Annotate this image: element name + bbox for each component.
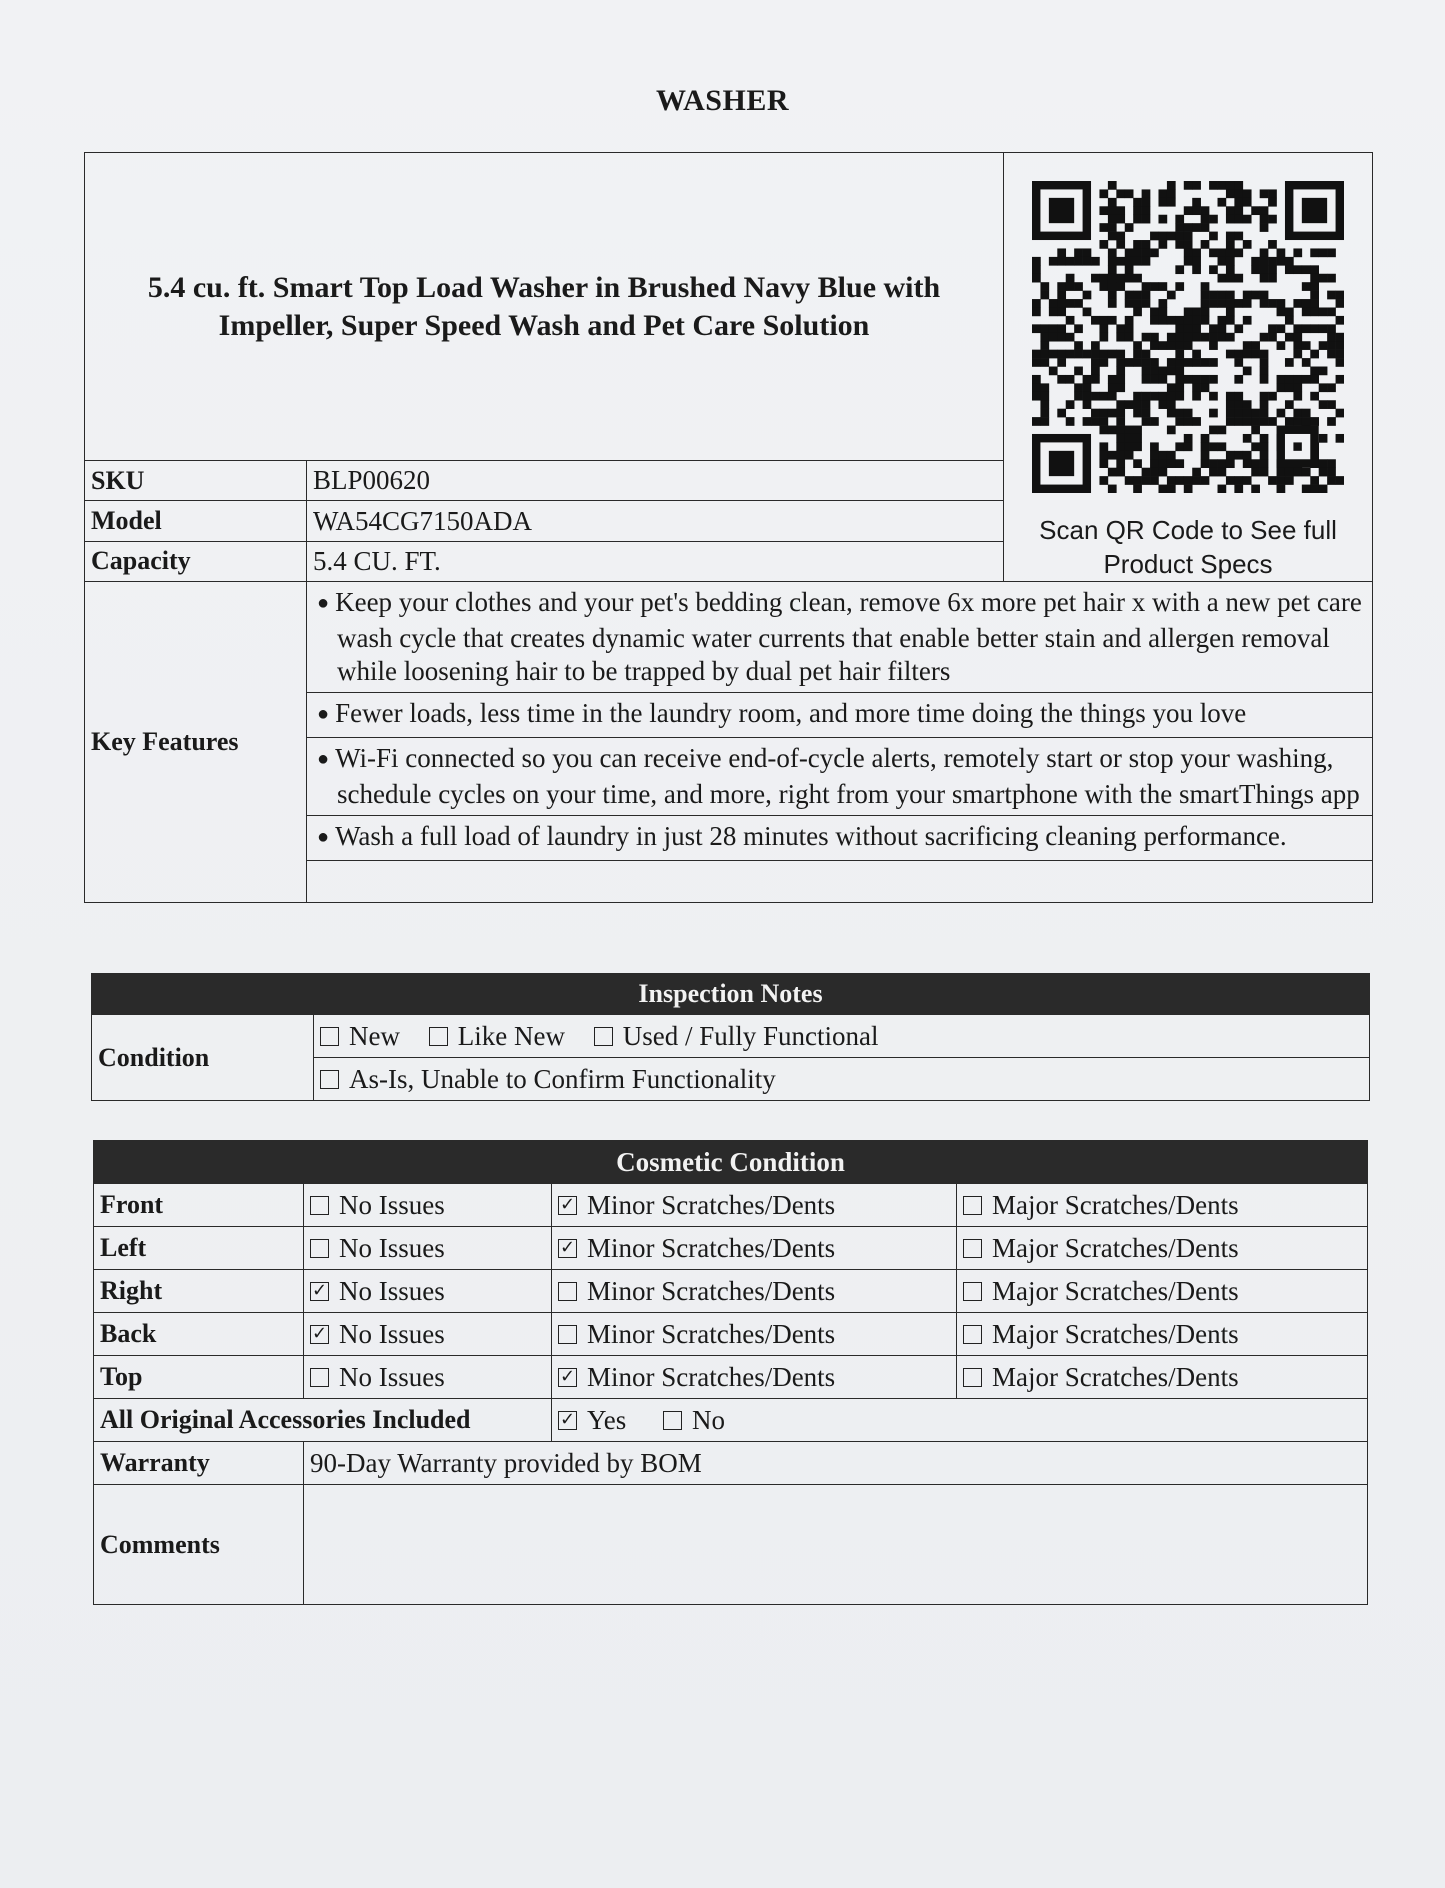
cosmetic-option-cell[interactable] [304,1356,552,1399]
condition-option-like-new[interactable] [429,1021,565,1051]
cosmetic-row-label: Back [94,1313,304,1356]
option-label: Used / Fully Functional [622,1020,879,1051]
option-label: Major Scratches/Dents [992,1361,1239,1392]
checked-checkbox-icon: ✓ [311,1322,328,1344]
qr-caption [1010,513,1366,581]
option-label: No Issues [339,1361,445,1392]
option-label: As-Is, Unable to Confirm Functionality [349,1063,776,1094]
cosmetic-option-cell[interactable] [957,1227,1368,1270]
option-label: Minor Scratches/Dents [587,1232,836,1263]
bullet-icon: ● [317,703,330,725]
cosmetic-row-back [94,1313,1368,1356]
cosmetic-row-top [94,1356,1368,1399]
checked-checkbox-icon: ✓ [311,1279,328,1301]
option-label: Yes [587,1404,627,1435]
accessories-label: All Original Accessories Included [94,1399,552,1442]
inspection-table [91,973,1370,1101]
product-title [85,153,1004,461]
model-label: Model [85,501,307,541]
cosmetic-row-front [94,1184,1368,1227]
warranty-value: 90-Day Warranty provided by BOM [304,1442,1368,1485]
condition-options-row2 [314,1058,1370,1101]
feature-text: Keep your clothes and your pet's bedding clean, remove 6x more pet hair x with a new pet care wash cycle that creates dynamic water currents that enable better stain and allergen removal while loosening hair to be trapped by dual pet hair filters [335,587,1362,686]
cosmetic-option-cell[interactable] [957,1184,1368,1227]
bullet-icon: ● [317,592,330,614]
feature-text: Wi-Fi connected so you can receive end-of-cycle alerts, remotely start or stop your washing, schedule cycles on your time, and more, right from your smartphone with the smartThings app [335,743,1360,809]
option-label: No Issues [339,1275,445,1306]
cosmetic-option-cell[interactable] [552,1313,957,1356]
accessories-yes[interactable] [558,1405,626,1435]
option-label: No Issues [339,1318,445,1349]
sku-value: BLP00620 [307,461,1004,501]
cosmetic-table [93,1140,1368,1605]
cosmetic-row-label: Right [94,1270,304,1313]
cosmetic-row-label: Top [94,1356,304,1399]
condition-option-new[interactable] [320,1021,400,1051]
condition-option-as-is[interactable] [320,1064,776,1094]
option-label: No Issues [339,1232,445,1263]
checkbox-icon [963,1239,982,1258]
option-label: No Issues [339,1189,445,1220]
option-label: Minor Scratches/Dents [587,1361,836,1392]
qr-cell [1004,153,1373,582]
option-label: New [349,1020,400,1051]
cosmetic-option-cell[interactable] [552,1227,957,1270]
option-label: Major Scratches/Dents [992,1232,1239,1263]
checked-checkbox-icon: ✓ [559,1236,576,1258]
cosmetic-option-cell[interactable] [552,1184,957,1227]
cosmetic-row-right [94,1270,1368,1313]
feature-item [307,738,1373,816]
feature-text: Wash a full load of laundry in just 28 minutes without sacrificing cleaning performance. [335,821,1287,851]
checkbox-icon [558,1325,577,1344]
checkbox-icon [558,1282,577,1301]
sku-label: SKU [85,461,307,501]
comments-field[interactable] [304,1485,1368,1605]
cosmetic-option-cell[interactable] [552,1356,957,1399]
feature-item [307,693,1373,738]
document-title: WASHER [655,84,790,117]
cosmetic-option-cell[interactable] [304,1270,552,1313]
cosmetic-option-cell[interactable] [304,1184,552,1227]
cosmetic-header: Cosmetic Condition [94,1141,1368,1184]
capacity-label: Capacity [85,541,307,581]
option-label: No [692,1404,726,1435]
accessories-options [552,1399,1368,1442]
condition-options-row1 [314,1015,1370,1058]
warranty-label: Warranty [94,1442,304,1485]
cosmetic-row-label: Left [94,1227,304,1270]
checkbox-icon [963,1282,982,1301]
qr-caption-line2: Product Specs [1103,549,1273,579]
qr-code-icon[interactable] [1032,181,1344,493]
checkbox-icon [963,1196,982,1215]
checked-checkbox-icon: ✓ [559,1365,576,1387]
product-table [84,152,1373,903]
option-label: Minor Scratches/Dents [587,1189,836,1220]
option-label: Major Scratches/Dents [992,1275,1239,1306]
feature-item [307,582,1373,693]
bullet-icon: ● [317,826,330,848]
cosmetic-option-cell[interactable] [552,1270,957,1313]
checkbox-icon [320,1027,339,1046]
cosmetic-row-label: Front [94,1184,304,1227]
model-value: WA54CG7150ADA [307,501,1004,541]
inspection-header: Inspection Notes [92,974,1370,1015]
cosmetic-option-cell[interactable] [957,1356,1368,1399]
cosmetic-option-cell[interactable] [304,1313,552,1356]
option-label: Major Scratches/Dents [992,1189,1239,1220]
capacity-value: 5.4 CU. FT. [307,541,1004,581]
key-features-label: Key Features [85,582,307,903]
checkbox-icon [310,1368,329,1387]
checked-checkbox-icon: ✓ [559,1408,576,1430]
option-label: Major Scratches/Dents [992,1318,1239,1349]
comments-label: Comments [94,1485,304,1605]
cosmetic-option-cell[interactable] [957,1313,1368,1356]
option-label: Like New [457,1020,565,1051]
checkbox-icon [320,1070,339,1089]
checked-checkbox-icon: ✓ [559,1193,576,1215]
option-label: Minor Scratches/Dents [587,1318,836,1349]
condition-option-used[interactable] [594,1021,879,1051]
checkbox-icon [963,1368,982,1387]
feature-empty-row [307,861,1373,903]
checkbox-icon [310,1239,329,1258]
cosmetic-row-left [94,1227,1368,1270]
checkbox-icon [429,1027,448,1046]
qr-code-graphic [1032,181,1344,493]
checkbox-icon [963,1325,982,1344]
qr-caption-line1: Scan QR Code to See full [1039,515,1337,545]
product-title-line2: Impeller, Super Speed Wash and Pet Care Solution [218,308,870,342]
checkbox-icon [310,1196,329,1215]
product-title-line1: 5.4 cu. ft. Smart Top Load Washer in Brushed Navy Blue with [147,270,941,304]
accessories-no[interactable] [663,1405,725,1435]
feature-text: Fewer loads, less time in the laundry room, and more time doing the things you love [335,698,1247,728]
condition-label: Condition [92,1015,314,1101]
feature-item [307,816,1373,861]
checkbox-icon [663,1411,682,1430]
cosmetic-option-cell[interactable] [304,1227,552,1270]
bullet-icon: ● [317,748,330,770]
checkbox-icon [594,1027,613,1046]
option-label: Minor Scratches/Dents [587,1275,836,1306]
cosmetic-option-cell[interactable] [957,1270,1368,1313]
